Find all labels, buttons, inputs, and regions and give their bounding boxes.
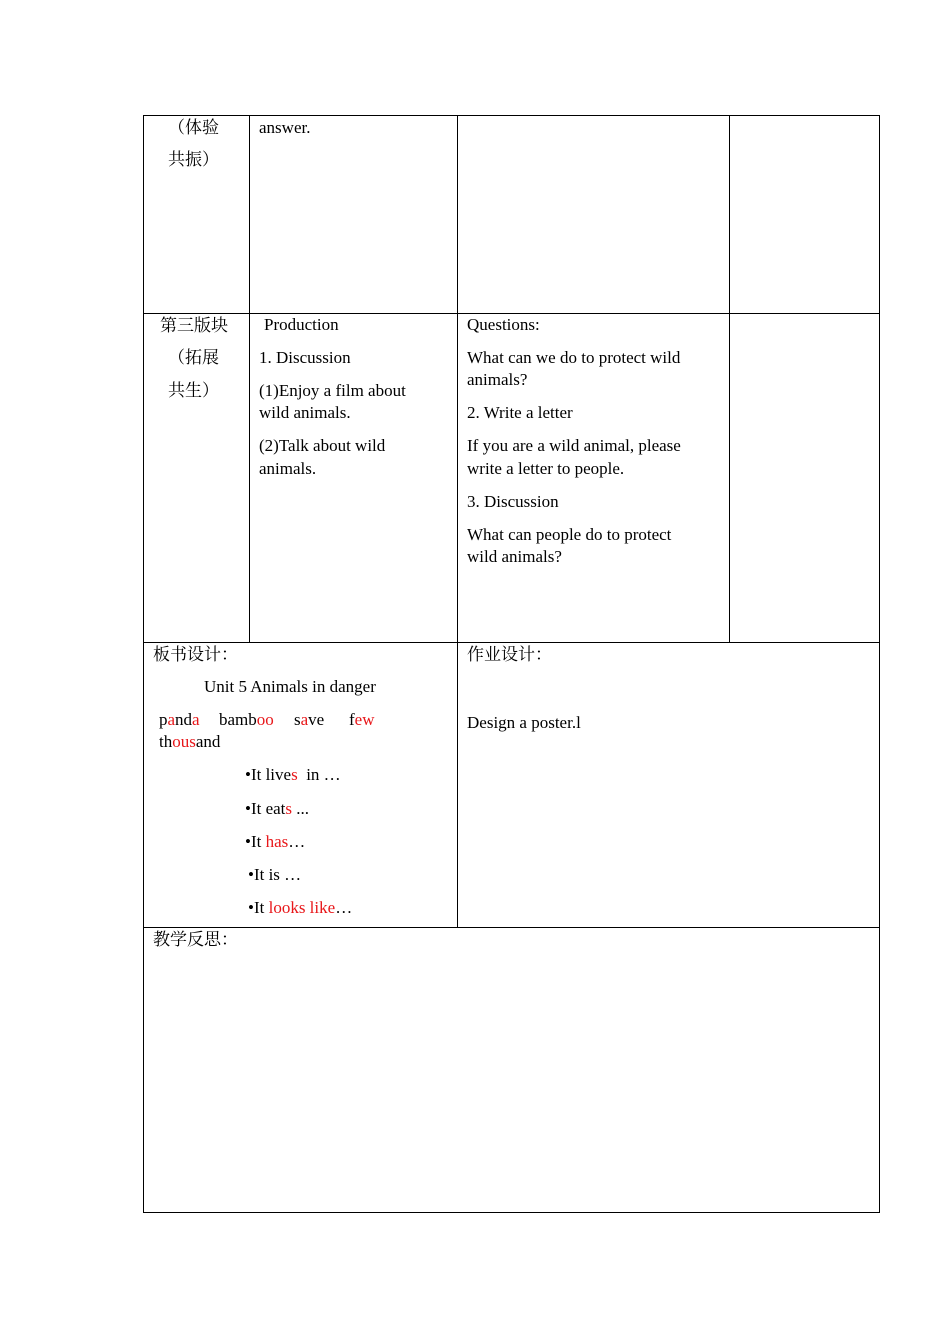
stage-label: （拓展: [168, 348, 219, 368]
homework-text: Design a poster.l: [467, 713, 581, 732]
student-item: 3. Discussion: [467, 492, 559, 511]
sentence-eats: •It eats ...: [245, 799, 310, 818]
vocab-line: [159, 709, 200, 731]
student-heading: Questions:: [467, 315, 540, 334]
process-text: answer.: [259, 118, 311, 137]
sentence-is: •It is …: [248, 865, 302, 884]
student-item: If you are a wild animal, please: [467, 436, 681, 455]
rule-left: [143, 115, 144, 1213]
homework-label: 作业设计：: [467, 645, 552, 665]
student-item: What can people do to protect: [467, 525, 672, 544]
board-title: Unit 5 Animals in danger: [204, 677, 376, 696]
board-label: 板书设计：: [153, 645, 238, 665]
sentence-lives: •It lives in …: [245, 765, 341, 784]
word-save: save: [294, 710, 325, 729]
student-item: animals?: [467, 370, 528, 389]
rule-bottom: [143, 1212, 880, 1213]
stage-label: （体验: [168, 118, 219, 138]
word-few: few: [349, 710, 375, 729]
student-item: 2. Write a letter: [467, 403, 573, 422]
teacher-item: wild animals.: [259, 403, 351, 422]
student-item: What can we do to protect wild: [467, 348, 681, 367]
rule-col3: [729, 115, 730, 642]
teacher-item: 1. Discussion: [259, 348, 351, 367]
reflection-label: 教学反思：: [153, 930, 238, 950]
rule-row2-bottom: [143, 642, 880, 643]
teacher-item: animals.: [259, 459, 317, 478]
rule-right: [879, 115, 880, 1213]
stage-label: 第三版块: [160, 316, 228, 336]
word-bamboo: bamboo: [219, 710, 274, 729]
sentence-has: •It has…: [245, 832, 306, 851]
rule-row3-bottom: [143, 927, 880, 928]
rule-top: [143, 115, 880, 116]
sentence-looks-like: •It looks like…: [248, 898, 353, 917]
word-panda: panda: [159, 710, 200, 729]
teacher-heading: Production: [264, 315, 339, 334]
student-item: wild animals?: [467, 547, 562, 566]
teacher-item: (2)Talk about wild: [259, 436, 386, 455]
word-thousand: thousand: [159, 732, 221, 751]
rule-col1: [249, 115, 250, 642]
student-item: write a letter to people.: [467, 459, 625, 478]
stage-label: 共生）: [168, 381, 219, 401]
teacher-item: (1)Enjoy a film about: [259, 381, 406, 400]
stage-label: 共振）: [168, 150, 219, 170]
rule-col2: [457, 115, 458, 927]
